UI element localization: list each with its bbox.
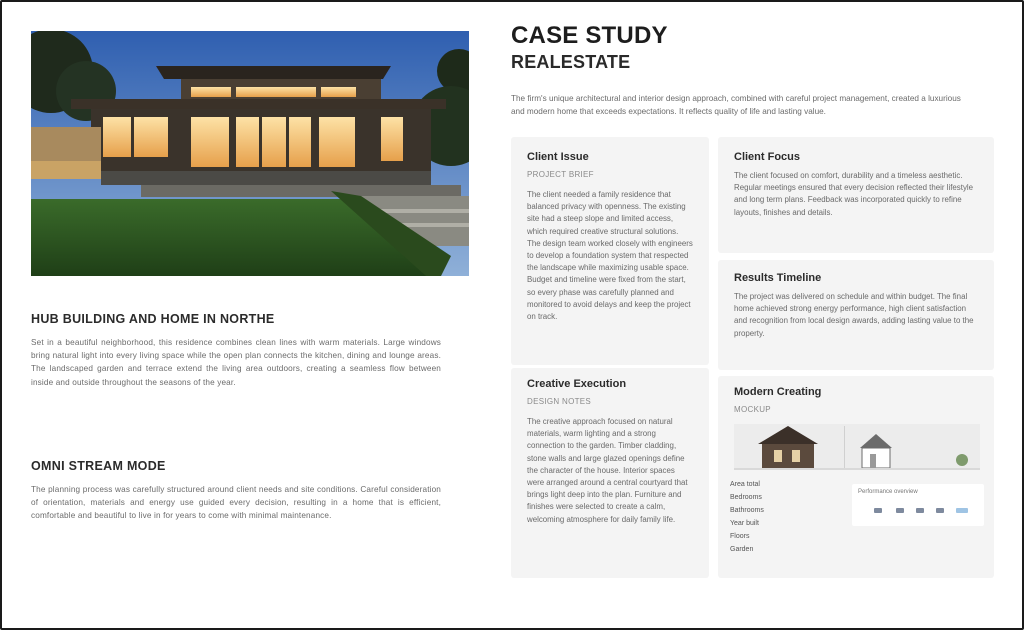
hero-house-photo [31,31,469,276]
card-body: The project was delivered on schedule and within budget. The final home achieved strong energy performance, high client satisfaction and recognition from local design awards, adding lasting value to the property. [734,292,974,338]
section-body: The planning process was carefully structured around client needs and site conditions. Careful consideration of orientation, materials and energy use guided every decision, resulting in a home that is efficient, comfortable and beautiful to live in for years to come with minimal maintenance. [31,485,441,521]
mini-data-table [852,484,984,526]
card-title: Client Focus [734,151,801,163]
card-modern-creating [718,376,994,578]
spec-row: Area total [730,481,760,488]
mini-table-header: Performance overview [858,489,918,495]
spec-list [730,478,764,556]
table-cell [916,508,924,513]
house-sketch-illustration [734,412,980,472]
card-client-issue [511,137,709,365]
section-heading: OMNI STREAM MODE [31,459,166,473]
spec-row: Garden [730,546,754,553]
card-title: Client Issue [527,151,589,163]
spec-row: Year built [730,520,759,527]
section-body: Set in a beautiful neighborhood, this residence combines clean lines with warm materials. Large windows bring natural light into every living space while the open plan connects the kitchen, dining and lounge areas. The landscaped garden and terrace extend the living area outdoors, creating a seamless flow between inside and outside throughout the seasons of the year. [31,338,441,387]
section-heading: HUB BUILDING AND HOME IN NORTHE [31,312,275,326]
table-cell [874,508,882,513]
card-title: Creative Execution [527,378,627,390]
table-cell-highlight [956,508,968,513]
card-subtitle: PROJECT BRIEF [527,170,594,179]
card-body: The client needed a family residence that balanced privacy with openness. The existing site had a steep slope and limited access, which required creative structural solutions. The design team worked closely with engineers to develop a foundation system that respected the landscape while maximizing usable space. Budget and timeline were fixed from the start, so every phase was carefully planned and monitored to avoid delays and keep the project on track. [527,190,693,322]
card-creative-execution [511,368,709,578]
card-subtitle: DESIGN NOTES [527,397,592,406]
left-section-building [31,312,441,389]
spec-row: Bedrooms [730,494,762,501]
page-title: CASE STUDY [511,22,668,49]
intro-text: The firm's unique architectural and interior design approach, combined with careful project management, created a luxurious and modern home that exceeds expectations. It reflects quality of life and lasting value. [511,94,961,116]
card-client-focus [718,137,994,253]
left-section-stream [31,459,441,523]
table-cell [896,508,904,513]
card-subtitle: MOCKUP [734,405,771,414]
table-cell [936,508,944,513]
spec-row: Floors [730,533,750,540]
spec-row: Bathrooms [730,507,764,514]
card-body: The creative approach focused on natural materials, warm lighting and a strong connection to the garden. Timber cladding, stone walls and large glazed openings define the character of the house. Interior spaces were arranged around a central courtyard that brings light deep into the plan. Furniture and finishes were selected to create a calm, welcoming atmosphere for daily family life. [527,417,688,524]
card-body: The client focused on comfort, durability and a timeless aesthetic. Regular meetings ensured that every decision reflected their lifestyle and long term plans. Feedback was incorporated quickly to refine layouts, finishes and details. [734,171,974,217]
page-subtitle: REALESTATE [511,52,631,72]
card-results-timeline [718,260,994,370]
card-title: Modern Creating [734,386,822,398]
card-title: Results Timeline [734,272,822,284]
